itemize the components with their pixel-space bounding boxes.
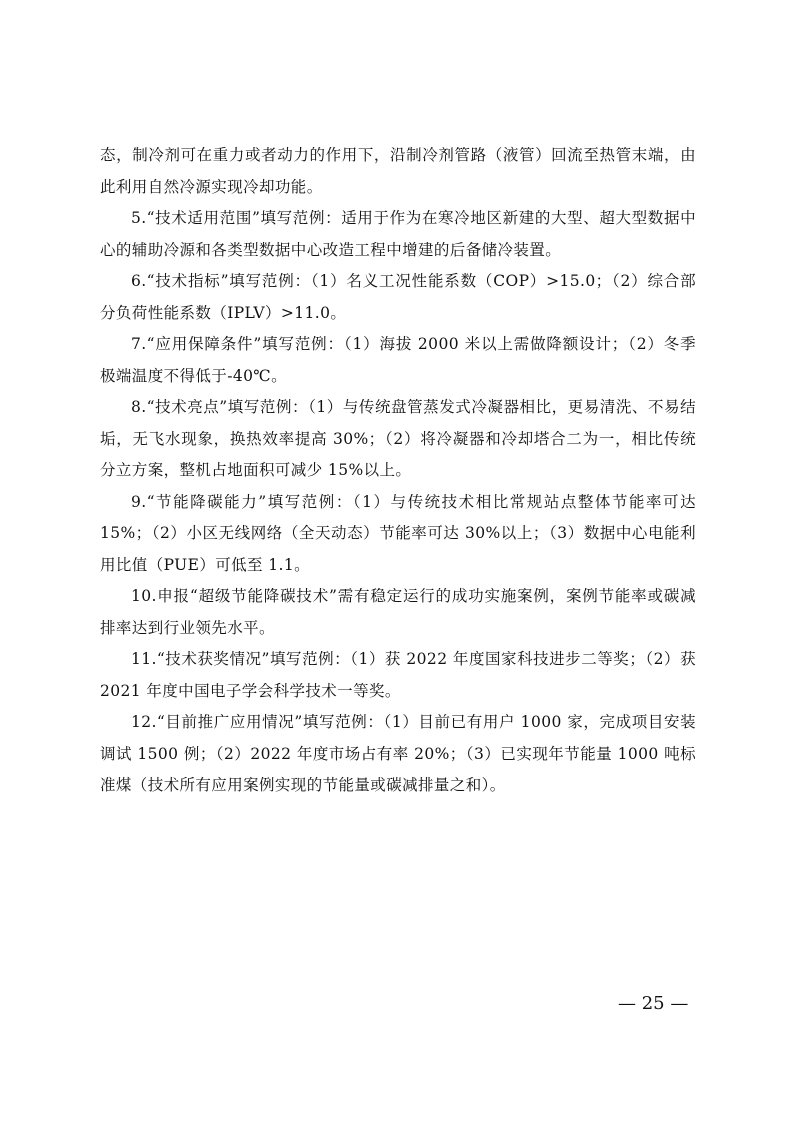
paragraph-item-5: 5.“技术适用范围”填写范例：适用于作为在寒冷地区新建的大型、超大型数据中心的辅助冷源和各类型数据中心改造工程中增建的后备储冷装置。 [100,209,696,259]
paragraph-item-11: 11.“技术获奖情况”填写范例：（1）获 2022 年度国家科技进步二等奖；（2）获 2021 年度中国电子学会科学技术一等奖。 [100,650,696,700]
paragraph-item-10: 10.申报“超级节能降碳技术”需有稳定运行的成功实施案例，案例节能率或碳减排率达到行业领先水平。 [100,587,696,637]
document-body [100,140,696,802]
paragraph-item-9: 9.“节能降碳能力”填写范例：（1）与传统技术相比常规站点整体节能率可达 15%；（2）小区无线网络（全天动态）节能率可达 30%以上；（3）数据中心电能利用比值（PUE）可低至 1.1。 [100,492,696,574]
paragraph-item-7: 7.“应用保障条件”填写范例：（1）海拔 2000 米以上需做降额设计；（2）冬季极端温度不得低于-40℃。 [100,335,696,385]
paragraph-item-12: 12.“目前推广应用情况”填写范例：（1）目前已有用户 1000 家，完成项目安装调试 1500 例；（2）2022 年度市场占有率 20%；（3）已实现年节能量 1000 吨标准煤（技术所有应用案例实现的节能量或碳减排量之和）。 [100,713,696,794]
paragraph-item-6: 6.“技术指标”填写范例：（1）名义工况性能系数（COP）>15.0；（2）综合部分负荷性能系数（IPLV）>11.0。 [100,272,696,322]
paragraph-continuation: 态，制冷剂可在重力或者动力的作用下，沿制冷剂管路（液管）回流至热管末端，由此利用自然冷源实现冷却功能。 [100,146,696,196]
page-number: — 25 — [618,993,689,1014]
paragraph-item-8: 8.“技术亮点”填写范例：（1）与传统盘管蒸发式冷凝器相比，更易清洗、不易结垢，无飞水现象，换热效率提高 30%；（2）将冷凝器和冷却塔合二为一，相比传统分立方案，整机占地面积可减少 15%以上。 [100,398,696,479]
